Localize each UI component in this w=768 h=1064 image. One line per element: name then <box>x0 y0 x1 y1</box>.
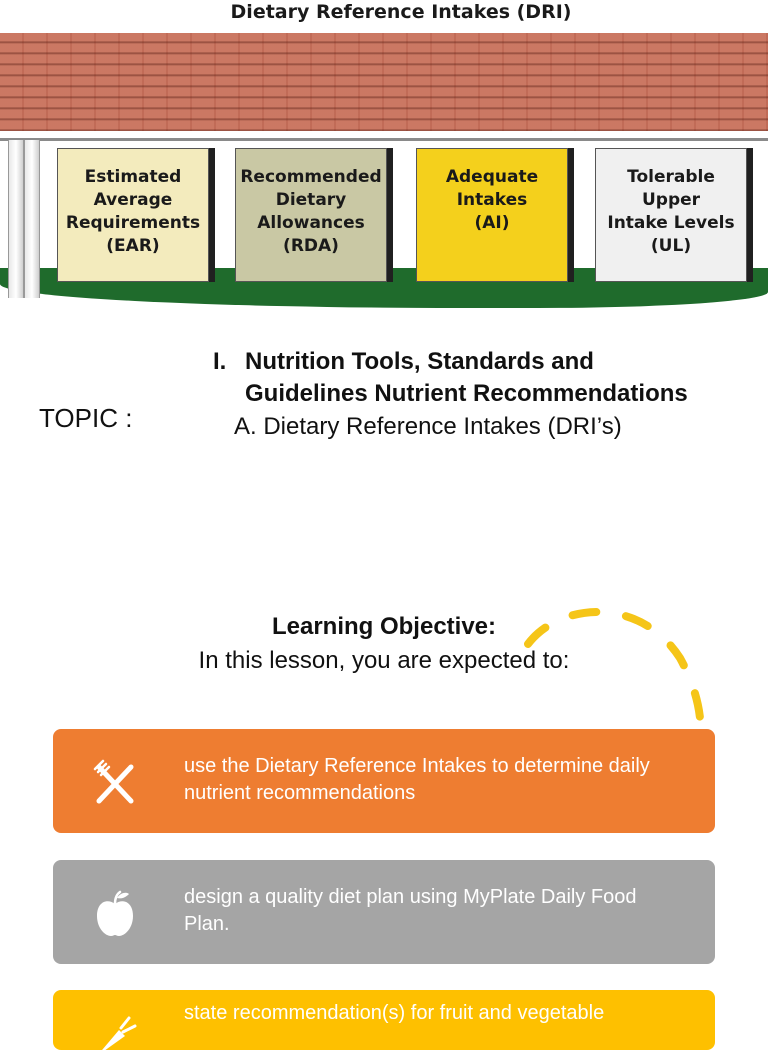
dri-box-label: Adequate Intakes (AI) <box>445 167 539 233</box>
dri-box-ul <box>595 148 747 282</box>
dri-box-rda <box>235 148 387 282</box>
topic-label: TOPIC : <box>39 403 133 433</box>
topic-heading-line2: Guidelines Nutrient Recommendations <box>245 380 688 407</box>
dri-title: Dietary Reference Intakes (DRI) <box>230 1 572 23</box>
carrot-icon <box>89 1012 141 1064</box>
topic-subheading: A. Dietary Reference Intakes (DRI’s) <box>234 413 622 440</box>
roof-illustration <box>0 33 768 145</box>
dri-box-label: Tolerable Upper Intake Levels (UL) <box>607 167 735 256</box>
objective-text: state recommendation(s) for fruit and vegetable <box>184 1002 605 1024</box>
objective-card <box>53 990 715 1050</box>
dri-box-label: Recommended Dietary Allowances (RDA) <box>240 167 382 256</box>
learning-objective-intro: In this lesson, you are expected to: <box>198 647 570 674</box>
roof-eave-line <box>0 138 768 141</box>
topic-numeral: I. <box>213 348 227 375</box>
objective-text: use the Dietary Reference Intakes to determine daily nutrient recommendations <box>184 755 650 804</box>
pillar <box>24 140 40 298</box>
dri-box-label: Estimated Average Requirements (EAR) <box>65 167 201 256</box>
learning-objective-title: Learning Objective: <box>271 613 497 640</box>
apple-icon <box>89 888 141 940</box>
objective-card <box>53 860 715 964</box>
topic-heading-line1: Nutrition Tools, Standards and <box>245 348 594 375</box>
topic-heading <box>213 346 688 410</box>
dri-box-ear <box>57 148 209 282</box>
dri-box-ai <box>416 148 568 282</box>
pillar <box>8 140 24 298</box>
dashed-arc-decoration <box>480 600 710 730</box>
objective-card <box>53 729 715 833</box>
fork-knife-icon <box>89 757 141 809</box>
objective-text: design a quality diet plan using MyPlate Daily Food Plan. <box>184 886 637 935</box>
